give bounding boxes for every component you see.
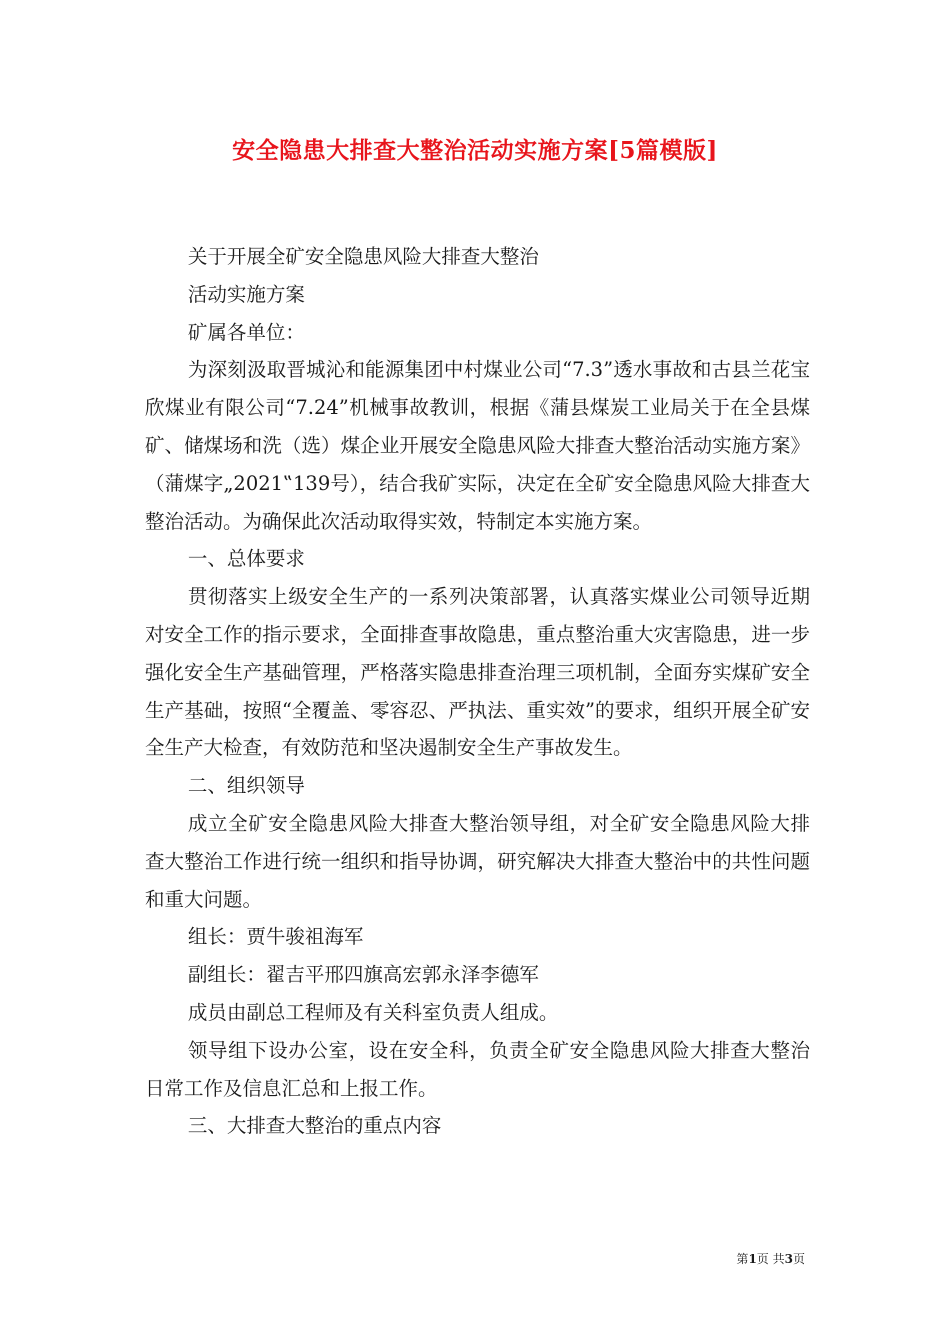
section-heading-organization: 二、组织领导 <box>187 774 305 798</box>
page-number-footer <box>736 1250 805 1267</box>
document-body <box>145 238 810 1145</box>
paragraph-deputy-leader: 副组长：翟吉平邢四旗高宏郭永泽李德军 <box>187 963 539 987</box>
section-heading-key-content: 三、大排查大整治的重点内容 <box>187 1114 442 1138</box>
paragraph-salutation: 矿属各单位： <box>187 320 305 344</box>
document-title: 安全隐患大排查大整治活动实施方案[5篇模版] <box>232 137 718 164</box>
footer-middle: 页 共 <box>756 1252 785 1266</box>
footer-suffix: 页 <box>792 1252 805 1266</box>
paragraph-organization: 成立全矿安全隐患风险大排查大整治领导组，对全矿安全隐患风险大排查大整治工作进行统一组织和指导协调，研究解决大排查大整治中的共性问题和重大问题。 <box>145 811 810 911</box>
paragraph-general-requirements: 贯彻落实上级安全生产的一系列决策部署，认真落实煤业公司领导近期对安全工作的指示要求，全面排查事故隐患，重点整治重大灾害隐患，进一步强化安全生产基础管理，严格落实隐患排查治理三项机制，全面夯实煤矿安全生产基础，按照“全覆盖、零容忍、严执法、重实效”的要求，组织开展全矿安全生产大检查，有效防范和坚决遏制安全生产事故发生。 <box>145 585 810 760</box>
paragraph-intro: 为深刻汲取晋城沁和能源集团中村煤业公司“7.3”透水事故和古县兰花宝欣煤业有限公司“7.24”机械事故教训，根据《蒲县煤炭工业局关于在全县煤矿、储煤场和洗（选）煤企业开展安全隐患风险大排查大整治活动实施方案》（蒲煤字„2021‟139号），结合我矿实际，决定在全矿安全隐患风险大排查大整治活动。为确保此次活动取得实效，特制定本实施方案。 <box>145 358 810 533</box>
section-heading-general-requirements: 一、总体要求 <box>187 547 305 571</box>
paragraph-heading-line-2: 活动实施方案 <box>187 282 305 306</box>
paragraph-group-leader: 组长：贾牛骏祖海军 <box>187 925 364 949</box>
footer-prefix: 第 <box>736 1252 749 1266</box>
paragraph-members: 成员由副总工程师及有关科室负责人组成。 <box>187 1000 559 1024</box>
paragraph-heading-line-1: 关于开展全矿安全隐患风险大排查大整治 <box>187 245 539 268</box>
footer-total-pages: 3 <box>784 1252 793 1266</box>
paragraph-office: 领导组下设办公室，设在安全科，负责全矿安全隐患风险大排查大整治日常工作及信息汇总和上报工作。 <box>145 1038 810 1100</box>
footer-current-page: 1 <box>748 1252 757 1266</box>
